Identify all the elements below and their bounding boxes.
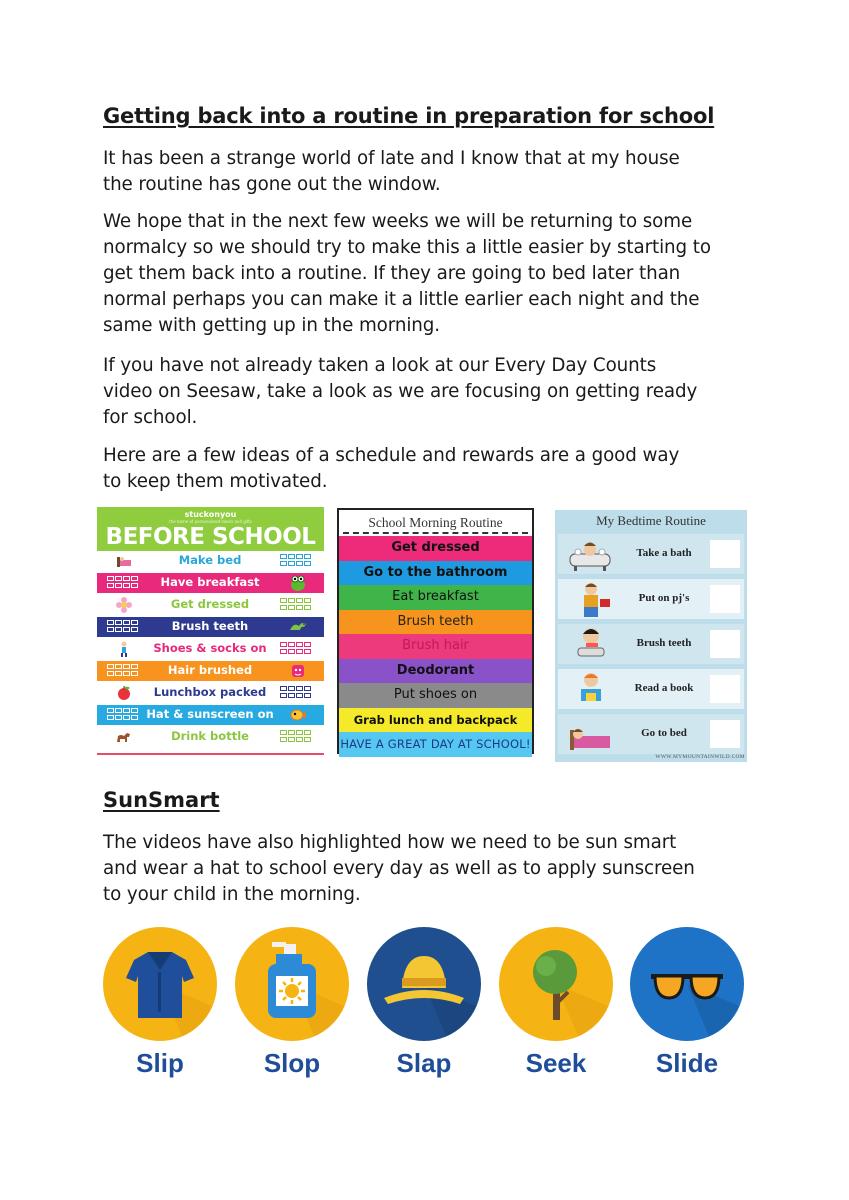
checkbox[interactable] — [123, 664, 130, 669]
checkbox[interactable] — [288, 686, 295, 691]
source-url: WWW.MYMOUNTAINWILD.COM — [655, 754, 745, 760]
sunsmart-label: Slap — [396, 1048, 452, 1078]
checkbox[interactable] — [304, 642, 311, 647]
checkbox[interactable] — [115, 715, 122, 720]
checkbox[interactable] — [123, 627, 130, 632]
checkbox[interactable] — [123, 708, 130, 713]
chart-row-label: Hat & sunscreen on — [146, 707, 274, 721]
chart-row-label: Put on pj's — [638, 592, 690, 604]
chart-row-label: Shoes & socks on — [153, 641, 267, 655]
checkbox[interactable] — [280, 554, 287, 559]
checkbox[interactable] — [107, 627, 114, 632]
checkbox[interactable] — [304, 649, 311, 654]
checkbox-grid — [280, 598, 316, 612]
checkbox[interactable] — [107, 620, 114, 625]
checkbox-grid — [280, 554, 316, 568]
chart-row: HAVE A GREAT DAY AT SCHOOL! — [339, 732, 532, 757]
star-icon — [289, 662, 307, 680]
checkbox[interactable] — [280, 642, 287, 647]
horse-icon — [115, 728, 133, 746]
chart-row: Put shoes on — [339, 683, 532, 708]
checkbox[interactable] — [296, 554, 303, 559]
child-reading-icon — [564, 671, 618, 709]
brand-logo: stuckonyou — [184, 510, 237, 519]
chart-title: BEFORE SCHOOL — [105, 524, 316, 550]
sunsmart-item-slip — [102, 926, 218, 1086]
checkbox[interactable] — [123, 620, 130, 625]
checkbox[interactable] — [304, 561, 311, 566]
checkbox[interactable] — [131, 620, 138, 625]
child-bed-icon — [564, 716, 618, 754]
sunsmart-item-seek — [498, 926, 614, 1086]
runner-icon — [115, 640, 133, 658]
checkbox[interactable] — [115, 620, 122, 625]
sunsmart-heading: SunSmart — [103, 788, 220, 812]
checkbox[interactable] — [131, 583, 138, 588]
checkbox[interactable] — [710, 675, 740, 703]
fish-icon — [289, 706, 307, 724]
checkbox[interactable] — [288, 642, 295, 647]
checkbox-grid — [280, 642, 316, 656]
chart-row — [97, 639, 324, 659]
chart-row — [558, 624, 744, 664]
checkbox[interactable] — [280, 605, 287, 610]
checkbox[interactable] — [115, 664, 122, 669]
routine-heading: Getting back into a routine in preparation for school — [103, 104, 715, 128]
checkbox[interactable] — [131, 627, 138, 632]
sunsmart-item-slap — [366, 926, 482, 1086]
sunglasses-icon — [629, 926, 745, 1042]
checkbox-grid — [107, 664, 143, 678]
checkbox[interactable] — [131, 715, 138, 720]
chart-row — [97, 683, 324, 703]
checkbox[interactable] — [288, 598, 295, 603]
checkbox[interactable] — [296, 693, 303, 698]
sunsmart-item-slide — [629, 926, 745, 1086]
checkbox[interactable] — [296, 561, 303, 566]
checkbox[interactable] — [115, 576, 122, 581]
checkbox[interactable] — [288, 737, 295, 742]
chart-row — [97, 661, 324, 681]
checkbox[interactable] — [131, 664, 138, 669]
checkbox[interactable] — [123, 715, 130, 720]
chart-row — [97, 595, 324, 615]
checkbox[interactable] — [280, 737, 287, 742]
before-school-chart — [97, 507, 324, 755]
checkbox[interactable] — [123, 576, 130, 581]
shirt-icon — [102, 926, 218, 1042]
sunsmart-label: Slide — [655, 1048, 719, 1078]
checkbox[interactable] — [288, 561, 295, 566]
chart-row-label: Have breakfast — [160, 575, 260, 589]
checkbox[interactable] — [115, 671, 122, 676]
routine-paragraph-4: Here are a few ideas of a schedule and rewards are a good way to keep them motivated. — [103, 445, 680, 492]
checkbox-grid — [107, 708, 143, 722]
chart-row — [97, 705, 324, 725]
chart-row-label: Go to bed — [641, 727, 687, 739]
checkbox[interactable] — [288, 649, 295, 654]
checkbox-grid — [280, 730, 316, 744]
tree-icon — [498, 926, 614, 1042]
checkbox[interactable] — [123, 583, 130, 588]
chart-row-label: Make bed — [178, 553, 242, 567]
chart-row: Deodorant — [339, 659, 532, 684]
sunsmart-item-slop — [234, 926, 350, 1086]
chart-row-label: Brush teeth — [636, 637, 692, 649]
checkbox[interactable] — [288, 605, 295, 610]
hat-icon — [366, 926, 482, 1042]
checkbox[interactable] — [296, 605, 303, 610]
chart-row — [97, 573, 324, 593]
chart-row: Eat breakfast — [339, 585, 532, 610]
chart-row: Grab lunch and backpack — [339, 708, 532, 733]
checkbox[interactable] — [304, 693, 311, 698]
apple-icon — [115, 684, 133, 702]
chart-row-label: Drink bottle — [171, 729, 249, 743]
bed-icon — [115, 552, 133, 570]
checkbox[interactable] — [107, 671, 114, 676]
chart-title: My Bedtime Routine — [596, 513, 706, 528]
chart-title: School Morning Routine — [368, 515, 503, 530]
checkbox[interactable] — [280, 693, 287, 698]
child-brushing-icon — [564, 626, 618, 664]
chart-row-label: Hair brushed — [167, 663, 253, 677]
checkbox[interactable] — [304, 598, 311, 603]
chart-row — [558, 534, 744, 574]
checkbox[interactable] — [288, 554, 295, 559]
checkbox[interactable] — [107, 708, 114, 713]
bedtime-routine-chart — [555, 510, 747, 762]
dashed-divider — [343, 532, 528, 534]
sunsmart-label: Slip — [136, 1048, 184, 1078]
chart-row — [558, 579, 744, 619]
chart-row — [558, 669, 744, 709]
chart-row — [97, 727, 324, 747]
checkbox[interactable] — [131, 708, 138, 713]
checkbox[interactable] — [296, 642, 303, 647]
checkbox[interactable] — [131, 671, 138, 676]
checkbox-grid — [280, 686, 316, 700]
chart-bottom-rule — [97, 753, 324, 755]
chart-row — [97, 551, 324, 571]
checkbox[interactable] — [107, 715, 114, 720]
checkbox[interactable] — [280, 649, 287, 654]
sunsmart-label: Slop — [263, 1048, 321, 1078]
checkbox[interactable] — [280, 561, 287, 566]
sunscreen-icon — [234, 926, 350, 1042]
checkbox[interactable] — [296, 598, 303, 603]
checkbox[interactable] — [296, 737, 303, 742]
checkbox[interactable] — [115, 708, 122, 713]
checkbox[interactable] — [131, 576, 138, 581]
checkbox[interactable] — [304, 730, 311, 735]
routine-paragraph-3: If you have not already taken a look at our Every Day Counts video on Seesaw, take a look as we are focusing on getting ready for school. — [103, 355, 698, 428]
checkbox[interactable] — [296, 730, 303, 735]
checkbox[interactable] — [115, 583, 122, 588]
chart-row — [558, 714, 744, 754]
sunsmart-paragraph: The videos have also highlighted how we need to be sun smart and wear a hat to school every day as well as to apply sunscreen to your child in the morning. — [103, 832, 695, 905]
frog-icon — [289, 574, 307, 592]
checkbox[interactable] — [123, 671, 130, 676]
checkbox[interactable] — [107, 664, 114, 669]
checkbox-grid — [107, 620, 143, 634]
chart-row-label: Get dressed — [170, 597, 250, 611]
chart-header — [97, 507, 324, 551]
chart-row — [97, 617, 324, 637]
morning-routine-chart — [337, 508, 534, 754]
checkbox[interactable] — [296, 686, 303, 691]
checkbox[interactable] — [710, 585, 740, 613]
dinosaur-icon — [289, 618, 307, 636]
checkbox[interactable] — [115, 627, 122, 632]
checkbox[interactable] — [296, 649, 303, 654]
chart-row-label: Take a bath — [636, 547, 692, 559]
checkbox[interactable] — [304, 686, 311, 691]
sunsmart-label: Seek — [525, 1048, 587, 1078]
chart-row: Go to the bathroom — [339, 561, 532, 586]
flower-icon — [115, 596, 133, 614]
chart-row: Get dressed — [339, 536, 532, 561]
checkbox[interactable] — [710, 540, 740, 568]
checkbox-grid — [107, 576, 143, 590]
checkbox[interactable] — [280, 686, 287, 691]
chart-row-label: Read a book — [634, 682, 694, 694]
checkbox[interactable] — [304, 605, 311, 610]
checkbox[interactable] — [288, 693, 295, 698]
checkbox[interactable] — [304, 554, 311, 559]
checkbox[interactable] — [710, 630, 740, 658]
checkbox[interactable] — [288, 730, 295, 735]
checkbox[interactable] — [280, 730, 287, 735]
chart-row-label: Brush teeth — [171, 619, 249, 633]
child-pajamas-icon — [564, 581, 618, 619]
chart-row-label: Lunchbox packed — [153, 685, 267, 699]
checkbox[interactable] — [280, 598, 287, 603]
checkbox[interactable] — [107, 583, 114, 588]
chart-row: Brush teeth — [339, 610, 532, 635]
routine-paragraph-1: It has been a strange world of late and I know that at my house the routine has gone out the window. — [103, 148, 680, 195]
checkbox[interactable] — [107, 576, 114, 581]
checkbox[interactable] — [304, 737, 311, 742]
brand-tagline: the home of personalised labels and gifts — [169, 519, 252, 524]
routine-paragraph-2: We hope that in the next few weeks we will be returning to some normalcy so we should try to make this a little easier by starting to get them back into a routine. If they are going to bed later than normal perhaps you can make it a little earlier each night and the same with getting up in the morning. — [103, 211, 711, 336]
bathtub-icon — [564, 536, 618, 574]
checkbox[interactable] — [710, 720, 740, 748]
chart-row: Brush hair — [339, 634, 532, 659]
